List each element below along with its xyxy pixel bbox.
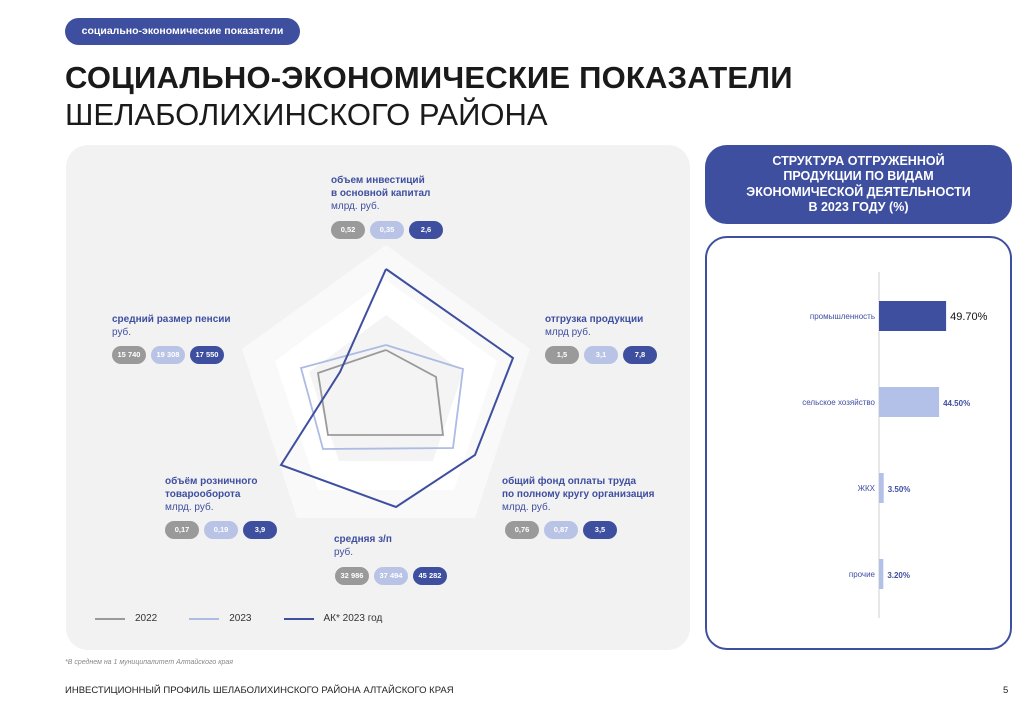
page-subtitle: ШЕЛАБОЛИХИНСКОГО РАЙОНА [65, 97, 548, 132]
indicator-shipment [545, 313, 643, 339]
value-2022: 15 740 [112, 346, 146, 364]
indicator-values-retail-turnover [165, 521, 277, 539]
indicator-name-line: средний размер пенсии [112, 314, 231, 325]
bar-value-label: 44.50% [943, 399, 971, 408]
indicator-name-line: объём розничного [165, 476, 258, 487]
indicator-pension [112, 313, 231, 339]
indicator-name-line: общий фонд оплаты труда [502, 476, 637, 487]
structure-header-line: СТРУКТУРА ОТГРУЖЕННОЙ [772, 153, 945, 168]
indicator-name-line: товарооборота [165, 489, 241, 500]
indicator-unit: млрд руб. [545, 327, 591, 338]
value-2023: 37 494 [374, 567, 408, 585]
footer-title: ИНВЕСТИЦИОННЫЙ ПРОФИЛЬ ШЕЛАБОЛИХИНСКОГО РАЙОНА АЛТАЙСКОГО КРАЯ [65, 685, 454, 696]
structure-header-line: ЭКОНОМИЧЕСКОЙ ДЕЯТЕЛЬНОСТИ [746, 184, 971, 199]
indicator-unit: млрд. руб. [502, 502, 551, 513]
bar-value-label: 49.70% [950, 311, 988, 323]
page-number: 5 [1003, 685, 1009, 696]
legend-line-icon [284, 618, 314, 620]
value-2022: 0,52 [331, 221, 365, 239]
value-2023: 0,87 [544, 521, 578, 539]
section-tag: социально-экономические показатели [65, 18, 300, 45]
value-2023: 0,19 [204, 521, 238, 539]
value-2022: 0,76 [505, 521, 539, 539]
value-2022: 32 986 [335, 567, 369, 585]
indicator-values-pension [112, 346, 224, 364]
value-ak-2023: 2,6 [409, 221, 443, 239]
value-ak-2023: 3,9 [243, 521, 277, 539]
legend-line-icon [95, 618, 125, 620]
indicator-retail-turnover [165, 475, 258, 514]
value-2022: 1,5 [545, 346, 579, 364]
page-title: СОЦИАЛЬНО-ЭКОНОМИЧЕСКИЕ ПОКАЗАТЕЛИ [65, 60, 793, 95]
legend-item-ak-2023 [284, 613, 383, 624]
bar-category-label: сельское хозяйство [802, 398, 875, 407]
indicator-name-line: в основной капитал [331, 188, 431, 199]
indicator-name-line: средняя з/п [334, 534, 392, 545]
indicator-name-line: объем инвестиций [331, 175, 425, 186]
bar [879, 473, 884, 503]
legend-label: 2022 [135, 613, 158, 624]
legend-item-2023 [189, 613, 251, 624]
legend-label: АК* 2023 год [323, 613, 383, 624]
bar-value-label: 3.50% [887, 485, 911, 494]
indicator-values-investments [331, 221, 443, 239]
indicator-values-average-salary [335, 567, 447, 585]
bar-value-label: 3.20% [887, 571, 911, 580]
indicator-unit: руб. [334, 547, 354, 558]
indicator-name-line: по полному кругу организация [502, 489, 655, 500]
legend-label: 2023 [229, 613, 252, 624]
structure-header-line: ПРОДУКЦИИ ПО ВИДАМ [783, 169, 934, 183]
value-ak-2023: 17 550 [190, 346, 224, 364]
indicator-values-shipment [545, 346, 657, 364]
indicator-investments [331, 174, 430, 213]
radar-legend [95, 613, 382, 624]
value-2023: 3,1 [584, 346, 618, 364]
value-2023: 0,35 [370, 221, 404, 239]
bar [879, 559, 883, 589]
bar-category-label: прочие [848, 570, 875, 579]
indicator-payroll-fund [502, 475, 655, 514]
value-2022: 0,17 [165, 521, 199, 539]
structure-header [705, 145, 1012, 224]
legend-line-icon [189, 618, 219, 620]
legend-item-2022 [95, 613, 157, 624]
bar-category-label: промышленность [809, 312, 875, 321]
indicator-unit: млрд. руб. [331, 201, 380, 212]
bar-category-label: ЖКХ [857, 484, 875, 493]
value-ak-2023: 7,8 [623, 346, 657, 364]
indicator-average-salary [334, 533, 392, 559]
value-ak-2023: 45 282 [413, 567, 447, 585]
indicator-unit: руб. [112, 327, 132, 338]
value-2023: 19 308 [151, 346, 185, 364]
bar [879, 387, 939, 417]
indicator-values-payroll-fund [505, 521, 617, 539]
structure-header-line: В 2023 ГОДУ (%) [808, 200, 909, 214]
footnote: *В среднем на 1 муниципалитет Алтайского края [65, 659, 234, 666]
indicator-unit: млрд. руб. [165, 502, 214, 513]
structure-bar-chart [705, 236, 1012, 650]
bar [879, 301, 946, 331]
value-ak-2023: 3,5 [583, 521, 617, 539]
indicator-name-line: отгрузка продукции [545, 314, 644, 325]
